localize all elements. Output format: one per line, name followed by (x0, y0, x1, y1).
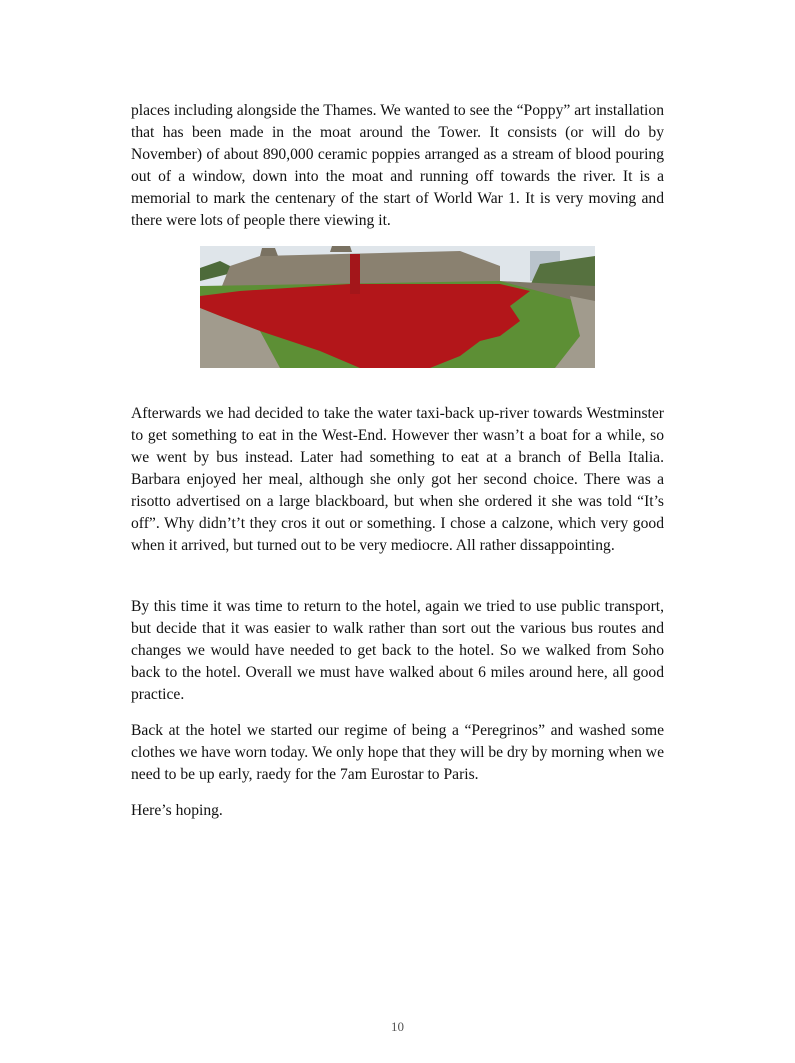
page-number: 10 (391, 1019, 404, 1034)
paragraph-return-hotel: By this time it was time to return to the hotel, again we tried to use public transport, but decide that it was easier to walk rather than sort out the various bus routes and changes we would have needed to get back to the hotel. So we walked from Soho back to the hotel. Overall we must have walked about 6 miles around here, all good practice. (131, 598, 664, 703)
paragraph-afterwards: Afterwards we had decided to take the water taxi-back up-river towards Westminster to get something to eat in the West-End. However ther wasn’t a boat for a while, so we went by bus instead. Later had something to eat at a branch of Bella Italia. Barbara enjoyed her meal, although she only got her second choice. There was a risotto advertised on a large blackboard, but when she ordered it she was told “It’s off”. Why didn’t’t they cros it out or something. I chose a calzone, which very good when it arrived, but turned out to be very mediocre. All rather dissappointing. (131, 405, 664, 554)
photo-tower-poppies (200, 246, 595, 368)
paragraph-poppy-installation: places including alongside the Thames. We wanted to see the “Poppy” art installation that has been made in the moat around the Tower. It consists (or will do by November) of about 890,000 ceramic poppies arranged as a stream of blood pouring out of a window, down into the moat and running off towards the river. It is a memorial to mark the centenary of the start of World War 1. It is very moving and there were lots of people there viewing it. (131, 102, 664, 229)
paragraph-back-at-hotel: Back at the hotel we started our regime of being a “Peregrinos” and washed some clothes we have worn today. We only hope that they will be dry by morning when we need to be up early, raedy for the 7am Eurostar to Paris. (131, 722, 664, 783)
paragraph-closing: Here’s hoping. (131, 802, 223, 819)
